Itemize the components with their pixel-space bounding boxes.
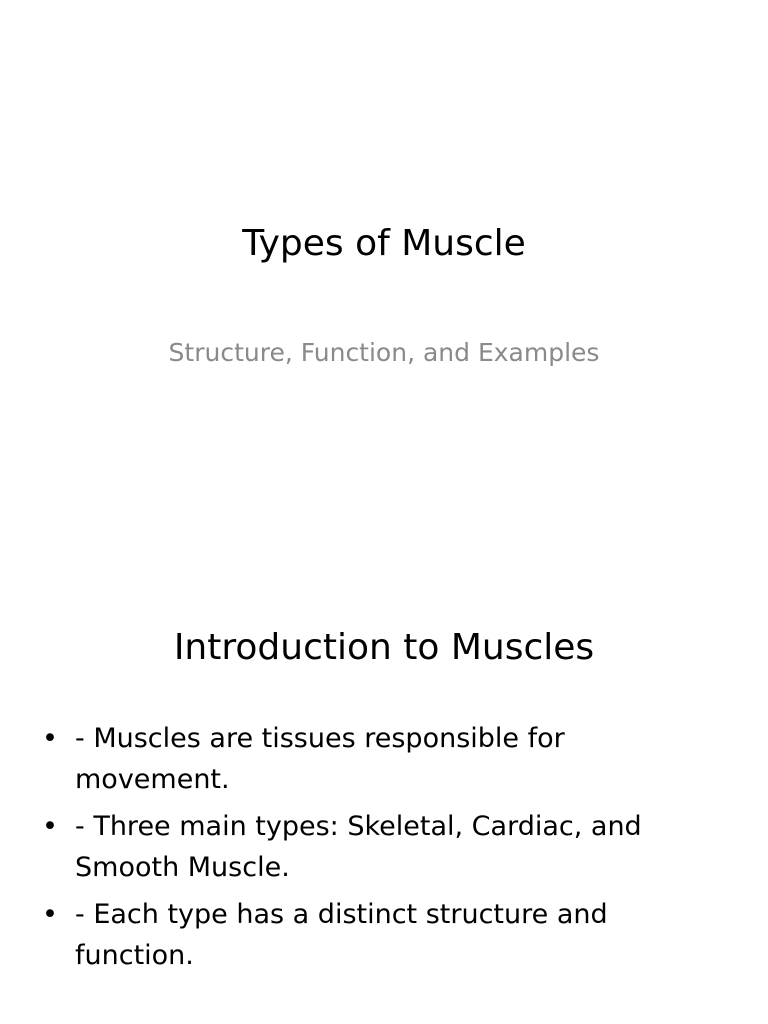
bullet-text: - Three main types: Skeletal, Cardiac, and Smooth Muscle. bbox=[75, 811, 642, 883]
list-item bbox=[40, 806, 680, 888]
intro-title: Introduction to Muscles bbox=[173, 627, 595, 668]
bullet-list bbox=[40, 718, 680, 982]
bullet-icon: • bbox=[42, 899, 58, 930]
intro-slide bbox=[0, 512, 768, 1024]
list-item bbox=[40, 718, 680, 800]
bullet-icon: • bbox=[42, 811, 58, 842]
slide-title: Types of Muscle bbox=[242, 223, 526, 264]
slide-subtitle: Structure, Function, and Examples bbox=[168, 338, 600, 367]
bullet-text: - Each type has a distinct structure and function. bbox=[75, 899, 608, 971]
bullet-text: - Muscles are tissues responsible for movement. bbox=[75, 723, 565, 795]
list-item bbox=[40, 894, 680, 976]
bullet-icon: • bbox=[42, 723, 58, 754]
